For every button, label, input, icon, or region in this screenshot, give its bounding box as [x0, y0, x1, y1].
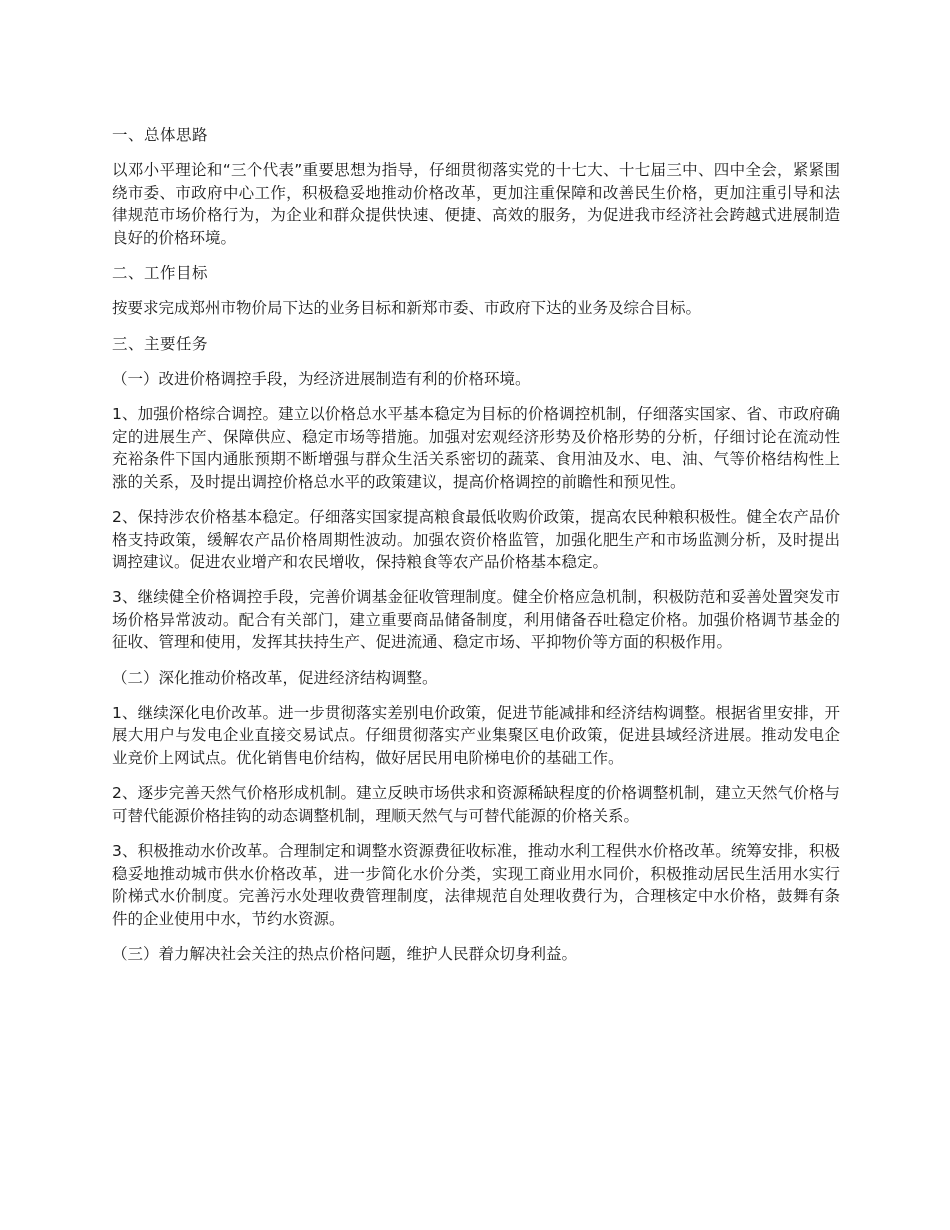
subsection-heading-price-regulation: （一）改进价格调控手段，为经济进展制造有利的价格环境。 — [112, 369, 531, 388]
paragraph-electricity-reform: 1、继续深化电价改革。进一步贯彻落实差别电价政策，促进节能减排和经济结构调整。根据省里安排，开展大用户与发电企业直接交易试点。仔细贯彻落实产业集聚区电价政策，促进县域经济进展。推动发电企业竞价上网试点。优化销售电价结构，做好居民用电阶梯电价的基础工作。 — [112, 703, 840, 767]
paragraph-regulation-means: 3、继续健全价格调控手段，完善价调基金征收管理制度。健全价格应急机制，积极防范和妥善处置突发市场价格异常波动。配合有关部门，建立重要商品储备制度，利用储备吞吐稳定价格。加强价格调节基金的征收、管理和使用，发挥其扶持生产、促进流通、稳定市场、平抑物价等方面的积极作用。 — [112, 588, 840, 652]
document-body — [112, 124, 840, 978]
paragraph-natural-gas-pricing: 2、逐步完善天然气价格形成机制。建立反映市场供求和资源稀缺程度的价格调整机制，建立天然气价格与可替代能源价格挂钩的动态调整机制，理顺天然气与可替代能源的价格关系。 — [112, 784, 840, 825]
section-heading-work-goals: 二、工作目标 — [112, 264, 209, 283]
section-heading-main-tasks: 三、主要任务 — [112, 334, 209, 353]
subsection-heading-hot-price-issues: （三）着力解决社会关注的热点价格问题，维护人民群众切身利益。 — [112, 944, 578, 963]
paragraph-comprehensive-regulation: 1、加强价格综合调控。建立以价格总水平基本稳定为目标的价格调控机制，仔细落实国家、省、市政府确定的进展生产、保障供应、稳定市场等措施。加强对宏观经济形势及价格形势的分析，仔细讨论在流动性充裕条件下国内通胀预期不断增强与群众生活关系密切的蔬菜、食用油及水、电、油、气等价格结构性上涨的关系，及时提出调控价格总水平的政策建议，提高价格调控的前瞻性和预见性。 — [112, 405, 840, 491]
paragraph-guiding-ideology: 以邓小平理论和“三个代表”重要思想为指导，仔细贯彻落实党的十七大、十七届三中、四中全会，紧紧围绕市委、市政府中心工作，积极稳妥地推动价格改革，更加注重保障和改善民生价格，更加注重引导和法律规范市场价格行为，为企业和群众提供快速、便捷、高效的服务，为促进我市经济社会跨越式进展制造良好的价格环境。 — [112, 161, 840, 247]
paragraph-water-price-reform: 3、积极推动水价改革。合理制定和调整水资源费征收标准，推动水利工程供水价格改革。统筹安排，积极稳妥地推动城市供水价格改革，进一步简化水价分类，实现工商业用水同价，积极推动居民生活用水实行阶梯式水价制度。完善污水处理收费管理制度，法律规范自处理收费行为，合理核定中水价格，鼓舞有条件的企业使用中水，节约水资源。 — [112, 842, 840, 928]
paragraph-work-goals: 按要求完成郑州市物价局下达的业务目标和新郑市委、市政府下达的业务及综合目标。 — [112, 299, 702, 318]
paragraph-agricultural-prices: 2、保持涉农价格基本稳定。仔细落实国家提高粮食最低收购价政策，提高农民种粮积极性。健全农产品价格支持政策，缓解农产品价格周期性波动。加强农资价格监管，加强化肥生产和市场监测分析，及时提出调控建议。促进农业增产和农民增收，保持粮食等农产品价格基本稳定。 — [112, 508, 840, 572]
section-heading-overall-approach: 一、总体思路 — [112, 126, 209, 144]
subsection-heading-price-reform: （二）深化推动价格改革，促进经济结构调整。 — [112, 668, 438, 687]
